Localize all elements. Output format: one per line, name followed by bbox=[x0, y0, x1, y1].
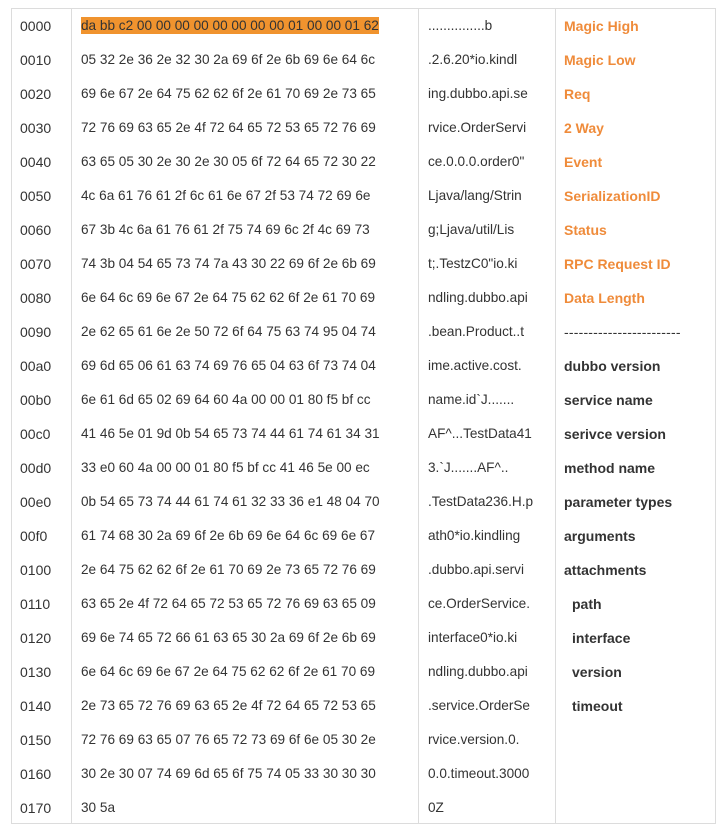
offset-cell: 0060 bbox=[20, 222, 52, 238]
hex-row: 74 3b 04 54 65 73 74 7a 43 30 22 69 6f 2e 6b 69 bbox=[81, 256, 376, 271]
ascii-row: .TestData236.H.p bbox=[428, 494, 534, 509]
hex-row: 69 6e 67 2e 64 75 62 62 6f 2e 61 70 69 2e 73 65 bbox=[81, 86, 376, 101]
ascii-row: ce.OrderService. bbox=[428, 596, 530, 611]
hex-row: 67 3b 4c 6a 61 76 61 2f 75 74 69 6c 2f 4c 69 73 bbox=[81, 222, 370, 237]
ascii-row: interface0*io.ki bbox=[428, 630, 518, 645]
hex-row: 30 5a bbox=[81, 800, 116, 815]
body-field-label: service name bbox=[564, 392, 653, 408]
hex-row bbox=[81, 9, 379, 43]
offset-cell: 0090 bbox=[20, 324, 52, 340]
hex-row: 63 65 05 30 2e 30 2e 30 05 6f 72 64 65 72 30 22 bbox=[81, 154, 376, 169]
offset-cell: 00b0 bbox=[20, 392, 52, 408]
attachment-field-label: path bbox=[572, 596, 602, 612]
ascii-row: .2.6.20*io.kindl bbox=[428, 52, 518, 67]
offset-cell: 0130 bbox=[20, 664, 52, 680]
label-separator: ------------------------ bbox=[564, 324, 681, 340]
header-field-label: Magic Low bbox=[564, 52, 636, 68]
ascii-row: ce.0.0.0.order0" bbox=[428, 154, 525, 169]
hex-row: 41 46 5e 01 9d 0b 54 65 73 74 44 61 74 61 34 31 bbox=[81, 426, 380, 441]
ascii-row: AF^...TestData41 bbox=[428, 426, 532, 441]
offset-cell: 0050 bbox=[20, 188, 52, 204]
hex-row: 6e 64 6c 69 6e 67 2e 64 75 62 62 6f 2e 61 70 69 bbox=[81, 664, 376, 679]
offset-cell: 0080 bbox=[20, 290, 52, 306]
header-field-label: Event bbox=[564, 154, 603, 170]
ascii-row: ndling.dubbo.api bbox=[428, 664, 528, 679]
hex-row: 6e 61 6d 65 02 69 64 60 4a 00 00 01 80 f5 bf cc bbox=[81, 392, 371, 407]
hex-row: 63 65 2e 4f 72 64 65 72 53 65 72 76 69 63 65 09 bbox=[81, 596, 376, 611]
hex-dump-panel bbox=[11, 8, 716, 824]
hex-row: 2e 64 75 62 62 6f 2e 61 70 69 2e 73 65 72 76 69 bbox=[81, 562, 376, 577]
hex-row: 6e 64 6c 69 6e 67 2e 64 75 62 62 6f 2e 61 70 69 bbox=[81, 290, 376, 305]
offset-cell: 00a0 bbox=[20, 358, 52, 374]
body-field-label: arguments bbox=[564, 528, 636, 544]
offset-cell: 0070 bbox=[20, 256, 52, 272]
offset-cell: 0170 bbox=[20, 800, 52, 816]
offset-column bbox=[12, 9, 71, 823]
header-field-label: Status bbox=[564, 222, 607, 238]
ascii-row: .bean.Product..t bbox=[428, 324, 524, 339]
ascii-row: .dubbo.api.servi bbox=[428, 562, 524, 577]
offset-cell: 00f0 bbox=[20, 528, 48, 544]
header-field-label: Req bbox=[564, 86, 591, 102]
header-field-label: SerializationID bbox=[564, 188, 661, 204]
offset-cell: 0140 bbox=[20, 698, 52, 714]
hex-row: 30 2e 30 07 74 69 6d 65 6f 75 74 05 33 30 30 30 bbox=[81, 766, 376, 781]
header-field-label: 2 Way bbox=[564, 120, 604, 136]
offset-cell: 00c0 bbox=[20, 426, 51, 442]
ascii-row: rvice.version.0. bbox=[428, 732, 520, 747]
attachment-field-label: timeout bbox=[572, 698, 623, 714]
offset-cell: 0030 bbox=[20, 120, 52, 136]
body-field-label: method name bbox=[564, 460, 656, 476]
ascii-column bbox=[418, 9, 555, 823]
ascii-row: ...............b bbox=[428, 18, 493, 33]
offset-cell: 0040 bbox=[20, 154, 52, 170]
offset-cell: 0020 bbox=[20, 86, 52, 102]
ascii-row: Ljava/lang/Strin bbox=[428, 188, 522, 203]
header-field-label: RPC Request ID bbox=[564, 256, 671, 272]
ascii-row: ing.dubbo.api.se bbox=[428, 86, 528, 101]
attachment-field-label: interface bbox=[572, 630, 631, 646]
hex-row: 72 76 69 63 65 2e 4f 72 64 65 72 53 65 72 76 69 bbox=[81, 120, 376, 135]
header-field-label: Data Length bbox=[564, 290, 645, 306]
ascii-row: g;Ljava/util/Lis bbox=[428, 222, 515, 237]
hex-row: 4c 6a 61 76 61 2f 6c 61 6e 67 2f 53 74 72 69 6e bbox=[81, 188, 371, 203]
offset-cell: 0120 bbox=[20, 630, 52, 646]
ascii-row: ndling.dubbo.api bbox=[428, 290, 528, 305]
ascii-row: name.id`J....... bbox=[428, 392, 515, 407]
ascii-row: rvice.OrderServi bbox=[428, 120, 527, 135]
hex-column bbox=[71, 9, 418, 823]
offset-cell: 0100 bbox=[20, 562, 52, 578]
body-field-label: serivce version bbox=[564, 426, 666, 442]
attachment-field-label: version bbox=[572, 664, 622, 680]
ascii-row: 0.0.timeout.3000 bbox=[428, 766, 530, 781]
hex-row: 69 6e 74 65 72 66 61 63 65 30 2a 69 6f 2e 6b 69 bbox=[81, 630, 376, 645]
offset-cell: 00d0 bbox=[20, 460, 52, 476]
body-field-label: parameter types bbox=[564, 494, 673, 510]
ascii-row: ath0*io.kindling bbox=[428, 528, 521, 543]
hex-row: 72 76 69 63 65 07 76 65 72 73 69 6f 6e 05 30 2e bbox=[81, 732, 376, 747]
highlighted-header-bytes: da bb c2 00 00 00 00 00 00 00 00 01 00 00 01 62 bbox=[81, 18, 379, 33]
hex-row: 61 74 68 30 2a 69 6f 2e 6b 69 6e 64 6c 69 6e 67 bbox=[81, 528, 376, 543]
ascii-row: 3.`J.......AF^.. bbox=[428, 460, 509, 475]
offset-cell: 0010 bbox=[20, 52, 52, 68]
body-field-label: attachments bbox=[564, 562, 647, 578]
hex-row: 2e 62 65 61 6e 2e 50 72 6f 64 75 63 74 95 04 74 bbox=[81, 324, 376, 339]
field-label-column bbox=[555, 9, 715, 823]
ascii-row: .service.OrderSe bbox=[428, 698, 530, 713]
ascii-row: 0Z bbox=[428, 800, 444, 815]
body-field-label: dubbo version bbox=[564, 358, 661, 374]
ascii-row: ime.active.cost. bbox=[428, 358, 522, 373]
offset-cell: 0110 bbox=[20, 596, 51, 612]
hex-row: 33 e0 60 4a 00 00 01 80 f5 bf cc 41 46 5e 00 ec bbox=[81, 460, 370, 475]
offset-cell: 0160 bbox=[20, 766, 52, 782]
hex-row: 05 32 2e 36 2e 32 30 2a 69 6f 2e 6b 69 6e 64 6c bbox=[81, 52, 376, 67]
hex-row: 69 6d 65 06 61 63 74 69 76 65 04 63 6f 73 74 04 bbox=[81, 358, 376, 373]
hex-row: 0b 54 65 73 74 44 61 74 61 32 33 36 e1 48 04 70 bbox=[81, 494, 380, 509]
offset-cell: 0000 bbox=[20, 18, 52, 34]
ascii-row: t;.TestzC0"io.ki bbox=[428, 256, 518, 271]
offset-cell: 0150 bbox=[20, 732, 52, 748]
hex-row: 2e 73 65 72 76 69 63 65 2e 4f 72 64 65 72 53 65 bbox=[81, 698, 376, 713]
header-field-label: Magic High bbox=[564, 18, 639, 34]
offset-cell: 00e0 bbox=[20, 494, 52, 510]
